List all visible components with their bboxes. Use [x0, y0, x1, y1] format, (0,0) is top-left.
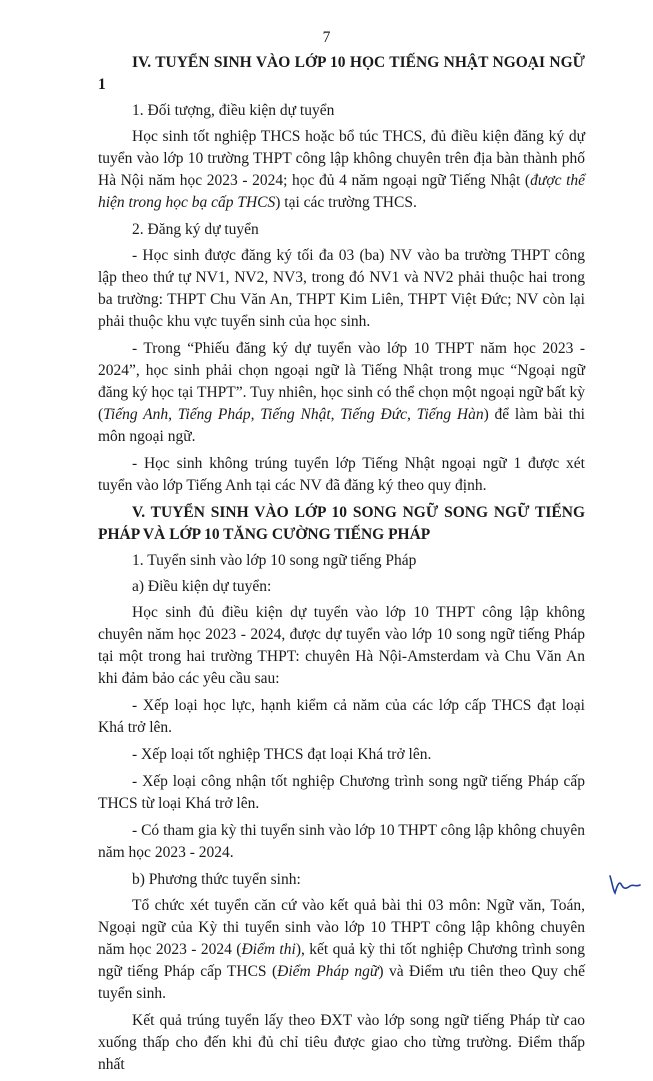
paragraph-registration-1: - Học sinh được đăng ký tối đa 03 (ba) NV vào ba trường THPT công lập theo thứ tự NV1, NV2, NV3, trong đó NV1 và NV2 phải thuộc hai trong ba trường: THPT Chu Văn An, THPT Kim Liên, THPT Việt Đức; NV còn lại phải thuộc khu vực tuyển sinh của học sinh.: [98, 247, 585, 330]
subheading-registration: 2. Đăng ký dự tuyển: [132, 221, 259, 238]
subheading-conditions: a) Điều kiện dự tuyển:: [132, 578, 272, 595]
section-heading-iv: IV. TUYỂN SINH VÀO LỚP 10 HỌC TIẾNG NHẬT NGOẠI NGỮ 1: [98, 54, 585, 93]
subheading-admission-method: b) Phương thức tuyển sinh:: [132, 871, 301, 888]
paragraph-registration-3: - Học sinh không trúng tuyển lớp Tiếng Nhật ngoại ngữ 1 được xét tuyển vào lớp Tiếng Anh tại các NV đã đăng ký theo quy định.: [98, 455, 585, 494]
bullet-academic-rank: - Xếp loại học lực, hạnh kiểm cả năm của các lớp cấp THCS đạt loại Khá trở lên.: [98, 697, 585, 736]
initials-signature: [606, 872, 642, 896]
paragraph-registration-2: - Trong “Phiếu đăng ký dự tuyển vào lớp 10 THPT năm học 2023 - 2024”, học sinh phải chọn ngoại ngữ là Tiếng Nhật trong mục “Ngoại ngữ đăng ký học tại THPT”. Tuy nhiên, học sinh có thể chọn một ngoại ngữ bất kỳ (Tiếng Anh, Tiếng Pháp, Tiếng Nhật, Tiếng Đức, Tiếng Hàn) để làm bài thi môn ngoại ngữ.: [98, 340, 585, 445]
document-body: [98, 52, 585, 1081]
bullet-bilingual-rank: - Xếp loại công nhận tốt nghiệp Chương trình song ngữ tiếng Pháp cấp THCS từ loại Khá trở lên.: [98, 773, 585, 812]
paragraph-admission-method: Tổ chức xét tuyển căn cứ vào kết quả bài thi 03 môn: Ngữ văn, Toán, Ngoại ngữ của Kỳ thi tuyển sinh vào lớp 10 THPT công lập không chuyên năm học 2023 - 2024 (Điểm thi), kết quả kỳ thi tốt nghiệp Chương trình song ngữ tiếng Pháp cấp THCS (Điểm Pháp ngữ) và Điểm ưu tiên theo Quy chế tuyển sinh.: [98, 897, 586, 1002]
page-number: 7: [322, 29, 331, 46]
paragraph-results: Kết quả trúng tuyển lấy theo ĐXT vào lớp song ngữ tiếng Pháp từ cao xuống thấp cho đến khi đủ chỉ tiêu được giao cho từng trường. Điểm thấp nhất: [98, 1012, 585, 1073]
bullet-exam-participation: - Có tham gia kỳ thi tuyển sinh vào lớp 10 THPT công lập không chuyên năm học 2023 - 2024.: [98, 822, 585, 861]
paragraph-eligibility: Học sinh tốt nghiệp THCS hoặc bổ túc THCS, đủ điều kiện đăng ký dự tuyển vào lớp 10 trường THPT công lập không chuyên trên địa bàn thành phố Hà Nội năm học 2023 - 2024; học đủ 4 năm ngoại ngữ Tiếng Nhật (được thể hiện trong học bạ cấp THCS) tại các trường THCS.: [98, 128, 585, 211]
section-heading-v: V. TUYỂN SINH VÀO LỚP 10 SONG NGỮ SONG NGỮ TIẾNG PHÁP VÀ LỚP 10 TĂNG CƯỜNG TIẾNG PHÁP: [98, 504, 585, 543]
subheading-eligibility: 1. Đối tượng, điều kiện dự tuyển: [132, 102, 335, 119]
bullet-graduation-rank: - Xếp loại tốt nghiệp THCS đạt loại Khá trở lên.: [132, 746, 432, 763]
subheading-bilingual-admission: 1. Tuyển sinh vào lớp 10 song ngữ tiếng Pháp: [132, 552, 417, 569]
paragraph-conditions: Học sinh đủ điều kiện dự tuyển vào lớp 10 THPT công lập không chuyên năm học 2023 - 2024, được dự tuyển vào lớp 10 song ngữ tiếng Pháp tại một trong hai trường THPT: chuyên Hà Nội-Amsterdam và Chu Văn An khi đảm bảo các yêu cầu sau:: [98, 604, 585, 687]
